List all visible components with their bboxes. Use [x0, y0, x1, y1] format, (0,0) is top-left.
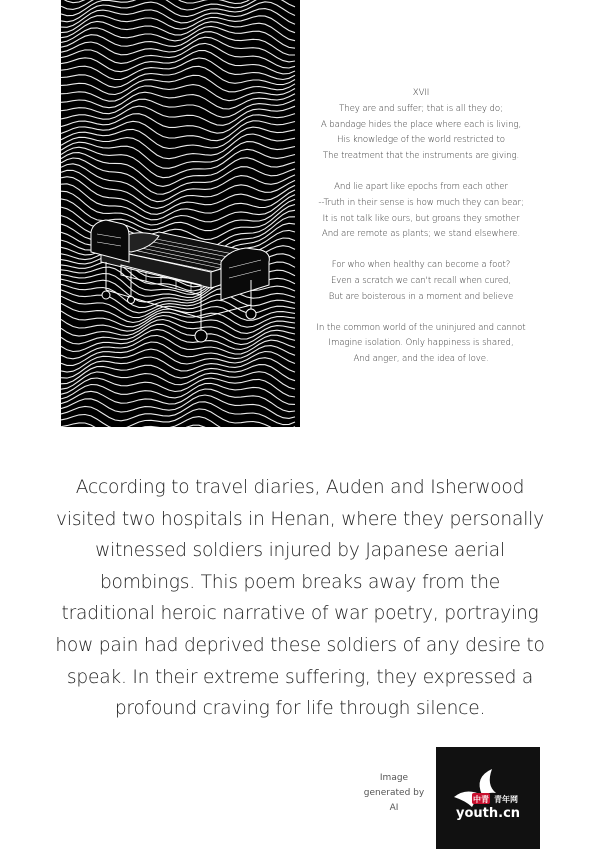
poem-line: They are and suffer; that is all they do;: [339, 103, 503, 114]
poem-text: [300, 86, 542, 383]
contour-line: [61, 75, 295, 94]
poem-line: But are boisterous in a moment and believe: [328, 291, 514, 302]
contour-line: [61, 142, 295, 169]
credit-line: Image: [379, 773, 409, 783]
contour-line: [61, 0, 295, 9]
contour-line: [61, 16, 295, 33]
poem-line: And are remote as plants; we stand elsewhere.: [321, 229, 521, 240]
poem-stanza: [300, 180, 542, 243]
poem-line: Imagine isolation. Only happiness is shared,: [328, 338, 514, 349]
poem-line: The treatment that the instruments are giving.: [322, 151, 520, 162]
poem-stanza: [300, 321, 542, 368]
poem-stanza: [300, 86, 542, 165]
contour-line: [61, 177, 295, 215]
contour-waves: [61, 0, 295, 427]
contour-line: [61, 372, 295, 390]
contour-line: [61, 106, 295, 125]
contour-line: [61, 324, 295, 344]
credit-line: AI: [389, 803, 399, 813]
poem-line: In the common world of the uninjured and cannot: [316, 322, 526, 333]
poem-stanza: [300, 258, 542, 305]
contour-line: [61, 164, 295, 202]
poem-line: For who when healthy can become a foot?: [331, 260, 511, 271]
poem-line: XVII: [412, 88, 430, 98]
contour-line: [61, 357, 295, 378]
contour-line: [61, 9, 295, 28]
contour-line: [61, 0, 295, 16]
poem-line: --Truth in their sense is how much they can bear;: [318, 197, 524, 208]
logo-wordmark: youth.cn: [456, 806, 521, 821]
poem-line: And lie apart like epochs from each other: [334, 181, 508, 192]
youth-cn-logo: [436, 747, 540, 849]
contour-line: [61, 26, 295, 48]
contour-line: [61, 43, 295, 68]
poem-line: Even a scratch we can't recall when cured,: [330, 275, 512, 286]
artwork-image: [61, 0, 300, 427]
image-credit: [356, 771, 432, 816]
poem-line: A bandage hides the place where each is living,: [320, 119, 522, 130]
logo-badge-text: 中青: [473, 795, 489, 804]
poem-line: His knowledge of the world restricted to: [337, 135, 505, 146]
contour-line: [61, 383, 295, 404]
contour-line: [61, 349, 295, 372]
contour-line-art: [61, 0, 300, 427]
contour-line: [61, 378, 295, 397]
contour-line: [61, 365, 295, 384]
logo-cn-text: 青年网: [494, 795, 518, 804]
caption-paragraph: According to travel diaries, Auden and Isherwood visited two hospitals in Henan, where they personally witnessed soldiers injured by Japanese aerial bombings. This poem breaks away from the traditional heroic narrative of war poetry, portraying how pain had deprived these soldiers of any desire to speak. In their extreme suffering, they expressed a profound craving for life through silence.: [55, 477, 545, 720]
contour-line: [61, 2, 295, 22]
poem-line: It is not talk like ours, but groans they smother: [322, 213, 520, 224]
contour-line: [61, 425, 295, 427]
credit-line: generated by: [363, 788, 425, 798]
poem-line: And anger, and the idea of love.: [353, 354, 489, 365]
